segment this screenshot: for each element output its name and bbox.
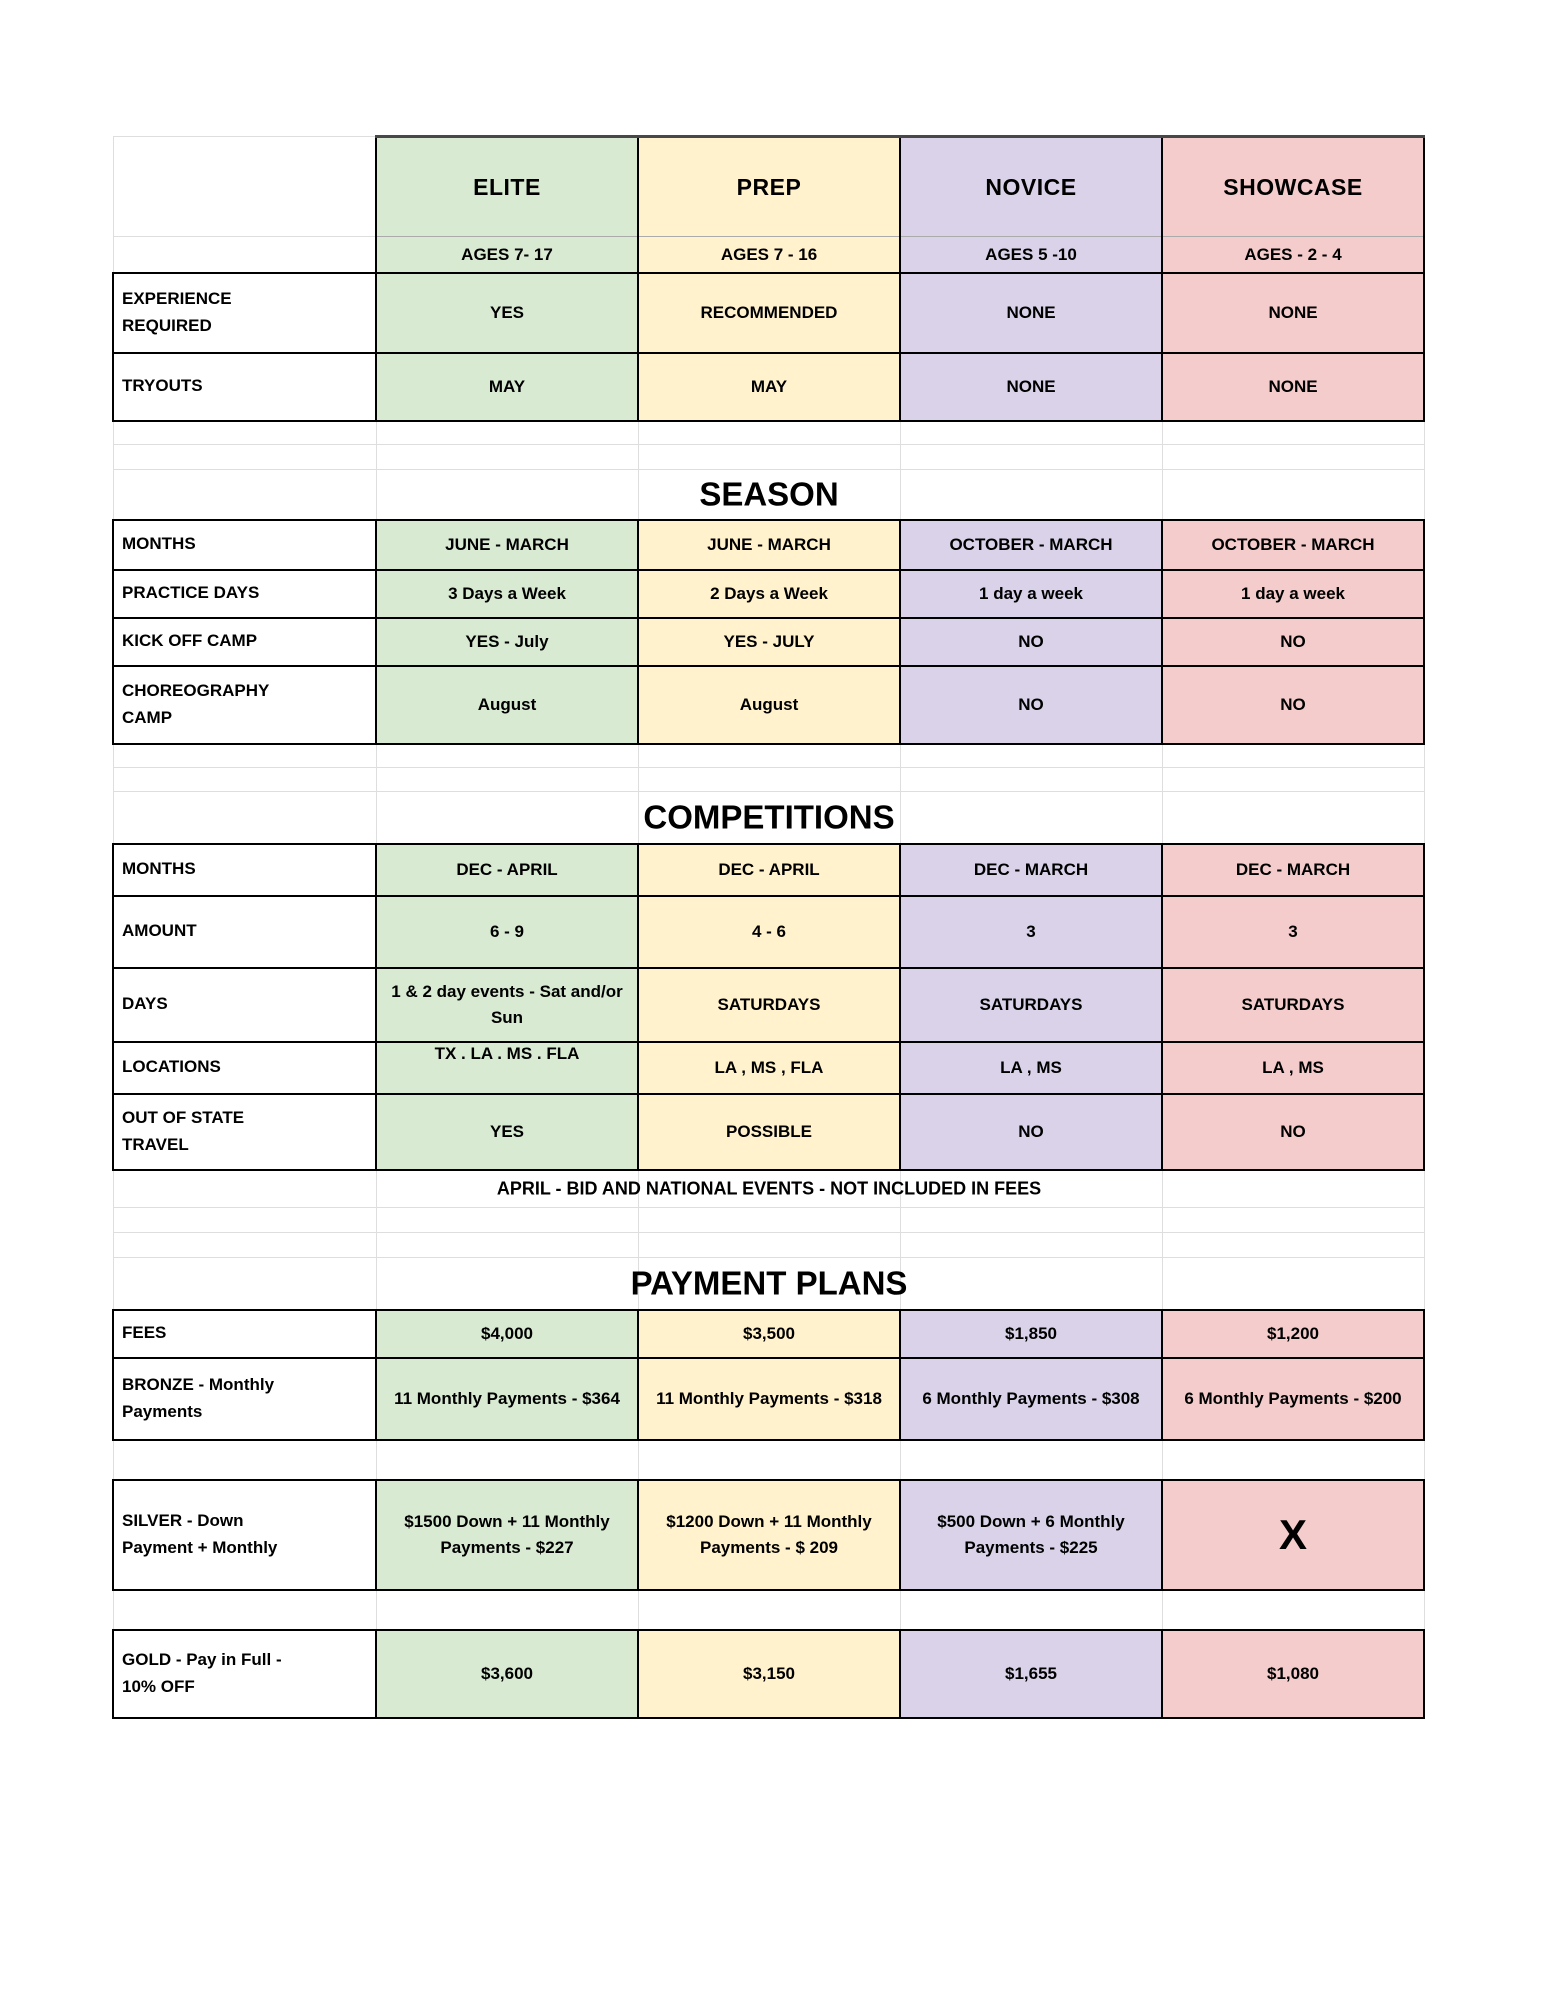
- program-comparison-table: [112, 135, 1425, 1719]
- label-silver: SILVER - Down Payment + Monthly: [113, 1480, 376, 1590]
- row-comp-months: [113, 844, 1424, 896]
- label-season-months: MONTHS: [113, 520, 376, 570]
- cell-travel-prep: POSSIBLE: [638, 1094, 900, 1170]
- label-amount: AMOUNT: [113, 896, 376, 968]
- cell-kickoff-prep: YES - JULY: [638, 618, 900, 666]
- cell-experience-novice: NONE: [900, 273, 1162, 353]
- row-gold: [113, 1630, 1424, 1718]
- row-kick-off-camp: [113, 618, 1424, 666]
- empty-cell: [113, 237, 376, 273]
- empty-cell: [1162, 1258, 1424, 1310]
- pricing-table-sheet: [112, 135, 1425, 1719]
- cell-gold-novice: $1,655: [900, 1630, 1162, 1718]
- empty-cell: [1162, 744, 1424, 768]
- empty-cell: [900, 1233, 1162, 1258]
- cell-tryouts-prep: MAY: [638, 353, 900, 421]
- empty-cell: [638, 1590, 900, 1630]
- empty-cell: [113, 445, 376, 470]
- label-choreography-camp: CHOREOGRAPHY CAMP: [113, 666, 376, 744]
- cell-fees-prep: $3,500: [638, 1310, 900, 1358]
- empty-cell: [638, 768, 900, 792]
- empty-cell: [113, 744, 376, 768]
- competitions-title: COMPETITIONS: [643, 798, 895, 836]
- cell-bronze-prep: 11 Monthly Payments - $318: [638, 1358, 900, 1440]
- row-choreography-camp: [113, 666, 1424, 744]
- cell-season-months-showcase: OCTOBER - MARCH: [1162, 520, 1424, 570]
- cell-bronze-novice: 6 Monthly Payments - $308: [900, 1358, 1162, 1440]
- row-experience: [113, 273, 1424, 353]
- empty-cell: [376, 445, 638, 470]
- empty-cell: [900, 744, 1162, 768]
- row-april-note: [113, 1170, 1424, 1208]
- empty-cell: [900, 792, 1162, 844]
- row-amount: [113, 896, 1424, 968]
- empty-cell: [376, 1208, 638, 1233]
- empty-cell: [638, 1208, 900, 1233]
- cell-practice-showcase: 1 day a week: [1162, 570, 1424, 618]
- row-spacer: [113, 421, 1424, 445]
- cell-experience-elite: YES: [376, 273, 638, 353]
- cell-choreo-prep: August: [638, 666, 900, 744]
- tier-header-novice: NOVICE: [900, 137, 1162, 237]
- row-spacer: [113, 1233, 1424, 1258]
- empty-cell: [1162, 1233, 1424, 1258]
- label-tryouts: TRYOUTS: [113, 353, 376, 421]
- empty-cell: [376, 792, 638, 844]
- empty-cell: [638, 1233, 900, 1258]
- empty-cell: [1162, 768, 1424, 792]
- empty-cell: [900, 1440, 1162, 1480]
- row-days: [113, 968, 1424, 1042]
- empty-cell: [900, 1590, 1162, 1630]
- cell-season-months-novice: OCTOBER - MARCH: [900, 520, 1162, 570]
- cell-silver-novice: $500 Down + 6 Monthly Payments - $225: [900, 1480, 1162, 1590]
- cell-bronze-elite: 11 Monthly Payments - $364: [376, 1358, 638, 1440]
- empty-cell: [113, 1208, 376, 1233]
- row-spacer: [113, 445, 1424, 470]
- empty-cell: [900, 470, 1162, 520]
- empty-cell: [1162, 1170, 1424, 1208]
- empty-cell: [1162, 1440, 1424, 1480]
- empty-cell: [113, 1440, 376, 1480]
- empty-cell: [638, 744, 900, 768]
- cell-gold-showcase: $1,080: [1162, 1630, 1424, 1718]
- empty-cell: [113, 1170, 376, 1208]
- empty-cell: [113, 1590, 376, 1630]
- cell-choreo-showcase: NO: [1162, 666, 1424, 744]
- empty-cell: [638, 1440, 900, 1480]
- cell-fees-novice: $1,850: [900, 1310, 1162, 1358]
- empty-cell: [376, 1233, 638, 1258]
- row-locations: [113, 1042, 1424, 1094]
- season-title: SEASON: [699, 475, 839, 513]
- tier-header-prep: PREP: [638, 137, 900, 237]
- label-gold: GOLD - Pay in Full - 10% OFF: [113, 1630, 376, 1718]
- cell-tryouts-novice: NONE: [900, 353, 1162, 421]
- empty-cell: [1162, 1590, 1424, 1630]
- empty-cell: [113, 768, 376, 792]
- cell-ages-elite: AGES 7- 17: [376, 237, 638, 273]
- cell-comp-months-elite: DEC - APRIL: [376, 844, 638, 896]
- payment-title-cell: [630, 1258, 908, 1310]
- cell-amount-elite: 6 - 9: [376, 896, 638, 968]
- row-spacer: [113, 1590, 1424, 1630]
- cell-season-months-elite: JUNE - MARCH: [376, 520, 638, 570]
- cell-comp-months-novice: DEC - MARCH: [900, 844, 1162, 896]
- label-fees: FEES: [113, 1310, 376, 1358]
- row-practice-days: [113, 570, 1424, 618]
- cell-choreo-novice: NO: [900, 666, 1162, 744]
- cell-kickoff-elite: YES - July: [376, 618, 638, 666]
- cell-bronze-showcase: 6 Monthly Payments - $200: [1162, 1358, 1424, 1440]
- empty-cell: [376, 1258, 638, 1310]
- cell-gold-elite: $3,600: [376, 1630, 638, 1718]
- label-days: DAYS: [113, 968, 376, 1042]
- empty-cell: [1162, 470, 1424, 520]
- cell-practice-prep: 2 Days a Week: [638, 570, 900, 618]
- cell-tryouts-showcase: NONE: [1162, 353, 1424, 421]
- label-comp-months: MONTHS: [113, 844, 376, 896]
- cell-locations-elite: TX . LA . MS . FLA: [376, 1042, 638, 1094]
- empty-cell: [638, 445, 900, 470]
- cell-choreo-elite: August: [376, 666, 638, 744]
- cell-days-showcase: SATURDAYS: [1162, 968, 1424, 1042]
- label-practice-days: PRACTICE DAYS: [113, 570, 376, 618]
- cell-locations-novice: LA , MS: [900, 1042, 1162, 1094]
- cell-fees-elite: $4,000: [376, 1310, 638, 1358]
- cell-fees-showcase: $1,200: [1162, 1310, 1424, 1358]
- cell-days-elite: 1 & 2 day events - Sat and/or Sun: [376, 968, 638, 1042]
- empty-cell: [376, 768, 638, 792]
- cell-kickoff-showcase: NO: [1162, 618, 1424, 666]
- empty-cell: [376, 1590, 638, 1630]
- empty-cell: [113, 470, 376, 520]
- tier-header-elite: ELITE: [376, 137, 638, 237]
- label-bronze: BRONZE - Monthly Payments: [113, 1358, 376, 1440]
- row-out-of-state: [113, 1094, 1424, 1170]
- cell-comp-months-showcase: DEC - MARCH: [1162, 844, 1424, 896]
- cell-travel-novice: NO: [900, 1094, 1162, 1170]
- row-tryouts: [113, 353, 1424, 421]
- empty-cell: [376, 744, 638, 768]
- competitions-title-cell: [638, 792, 900, 844]
- row-spacer: [113, 1440, 1424, 1480]
- cell-season-months-prep: JUNE - MARCH: [638, 520, 900, 570]
- label-locations: LOCATIONS: [113, 1042, 376, 1094]
- empty-cell: [376, 470, 638, 520]
- cell-experience-showcase: NONE: [1162, 273, 1424, 353]
- row-silver: [113, 1480, 1424, 1590]
- cell-silver-showcase: X: [1162, 1480, 1424, 1590]
- tier-header-showcase: SHOWCASE: [1162, 137, 1424, 237]
- april-note: APRIL - BID AND NATIONAL EVENTS - NOT INCLUDED IN FEES: [496, 1178, 1042, 1199]
- row-season-title: [113, 470, 1424, 520]
- row-payment-title: [113, 1258, 1424, 1310]
- empty-cell: [900, 1258, 1162, 1310]
- cell-comp-months-prep: DEC - APRIL: [638, 844, 900, 896]
- empty-cell: [900, 1208, 1162, 1233]
- label-kick-off-camp: KICK OFF CAMP: [113, 618, 376, 666]
- row-competitions-title: [113, 792, 1424, 844]
- cell-locations-prep: LA , MS , FLA: [638, 1042, 900, 1094]
- cell-tryouts-elite: MAY: [376, 353, 638, 421]
- cell-ages-prep: AGES 7 - 16: [638, 237, 900, 273]
- cell-days-prep: SATURDAYS: [638, 968, 900, 1042]
- empty-cell: [900, 421, 1162, 445]
- cell-practice-novice: 1 day a week: [900, 570, 1162, 618]
- april-note-cell: [496, 1170, 1042, 1208]
- cell-travel-elite: YES: [376, 1094, 638, 1170]
- row-ages: [113, 237, 1424, 273]
- empty-cell: [900, 768, 1162, 792]
- cell-ages-novice: AGES 5 -10: [900, 237, 1162, 273]
- row-spacer: [113, 744, 1424, 768]
- empty-cell: [638, 421, 900, 445]
- cell-locations-showcase: LA , MS: [1162, 1042, 1424, 1094]
- empty-cell: [376, 1440, 638, 1480]
- cell-days-novice: SATURDAYS: [900, 968, 1162, 1042]
- cell-silver-elite: $1500 Down + 11 Monthly Payments - $227: [376, 1480, 638, 1590]
- row-fees: [113, 1310, 1424, 1358]
- empty-cell: [1162, 445, 1424, 470]
- cell-kickoff-novice: NO: [900, 618, 1162, 666]
- cell-amount-novice: 3: [900, 896, 1162, 968]
- empty-cell: [900, 445, 1162, 470]
- empty-cell: [1162, 792, 1424, 844]
- empty-cell: [1162, 1208, 1424, 1233]
- season-title-cell: [638, 470, 900, 520]
- row-tier-header: [113, 137, 1424, 237]
- row-spacer: [113, 1208, 1424, 1233]
- empty-cell: [113, 1233, 376, 1258]
- label-out-of-state: OUT OF STATE TRAVEL: [113, 1094, 376, 1170]
- row-bronze: [113, 1358, 1424, 1440]
- row-season-months: [113, 520, 1424, 570]
- payment-plans-title: PAYMENT PLANS: [630, 1264, 908, 1302]
- cell-amount-showcase: 3: [1162, 896, 1424, 968]
- empty-cell: [1162, 421, 1424, 445]
- empty-cell: [113, 792, 376, 844]
- cell-practice-elite: 3 Days a Week: [376, 570, 638, 618]
- empty-cell: [376, 421, 638, 445]
- cell-silver-prep: $1200 Down + 11 Monthly Payments - $ 209: [638, 1480, 900, 1590]
- corner-cell: [113, 137, 376, 237]
- cell-amount-prep: 4 - 6: [638, 896, 900, 968]
- cell-gold-prep: $3,150: [638, 1630, 900, 1718]
- empty-cell: [113, 421, 376, 445]
- row-spacer: [113, 768, 1424, 792]
- cell-ages-showcase: AGES - 2 - 4: [1162, 237, 1424, 273]
- empty-cell: [113, 1258, 376, 1310]
- cell-experience-prep: RECOMMENDED: [638, 273, 900, 353]
- cell-travel-showcase: NO: [1162, 1094, 1424, 1170]
- label-experience-required: EXPERIENCE REQUIRED: [113, 273, 376, 353]
